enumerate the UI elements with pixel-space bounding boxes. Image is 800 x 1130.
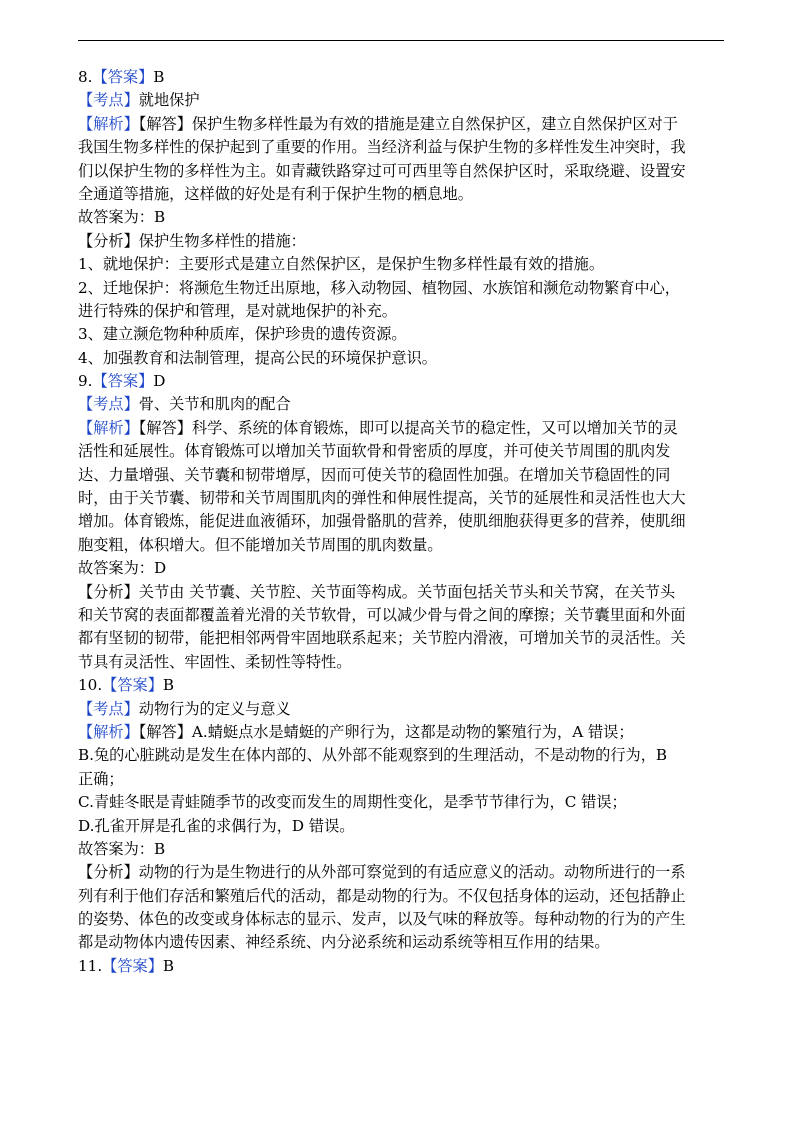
- text-line: [78, 370, 728, 393]
- text-line: [78, 861, 728, 884]
- text-line: [78, 464, 728, 487]
- line-text: 动物行为的定义与意义: [138, 699, 291, 718]
- line-text: 4、加强教育和法制管理，提高公民的环境保护意识。: [78, 348, 437, 367]
- text-line: [78, 206, 728, 229]
- text-line: [78, 931, 728, 954]
- line-text: 达、力量增强、关节囊和韧带增厚，因而可使关节的稳固性加强。在增加关节稳固性的同: [78, 465, 671, 484]
- line-text: 3、建立濒危物种种质库，保护珍贵的遗传资源。: [78, 325, 407, 344]
- line-text: 【解答】保护生物多样性最为有效的措施是建立自然保护区，建立自然保护区对于: [138, 114, 678, 133]
- text-line: [78, 791, 728, 814]
- line-text: 正确；: [78, 769, 124, 788]
- line-text: 都有坚韧的韧带，能把相邻两骨牢固地联系起来；关节腔内滑液，可增加关节的灵活性。关: [78, 629, 686, 648]
- text-line: [78, 908, 728, 931]
- text-line: [78, 744, 728, 767]
- section-tag: 【解析】: [78, 722, 139, 741]
- text-line: [78, 277, 728, 300]
- line-text: 活性和延展性。体育锻炼可以增加关节面软骨和骨密质的厚度，并可使关节周围的肌肉发: [78, 442, 671, 461]
- section-tag: 【答案】: [92, 68, 154, 86]
- line-text: 故答案为：D: [78, 559, 167, 578]
- section-tag: 【考点】: [78, 395, 139, 414]
- section-tag: 【答案】: [102, 676, 163, 695]
- line-text: 骨、关节和肌肉的配合: [138, 395, 291, 414]
- text-line: [78, 838, 728, 861]
- text-line: [78, 300, 728, 323]
- text-line: [78, 160, 728, 183]
- text-line: [78, 66, 728, 89]
- text-line: [78, 698, 728, 721]
- text-line: [78, 651, 728, 674]
- section-tag: 【解析】: [78, 418, 139, 437]
- text-line: [78, 113, 728, 136]
- section-tag: 【答案】: [92, 372, 154, 391]
- line-text: B: [162, 956, 175, 975]
- line-text: 和关节窝的表面都覆盖着光滑的关节软骨，可以减少骨与骨之间的摩擦；关节囊里面和外面: [78, 605, 686, 624]
- text-line: [78, 440, 728, 463]
- text-line: [78, 768, 728, 791]
- line-text: 11.: [78, 956, 103, 975]
- line-text: 【解答】科学、系统的体育锻炼，即可以提高关节的稳定性，又可以增加关节的灵: [138, 418, 678, 437]
- text-line: [78, 627, 728, 650]
- text-line: [78, 417, 728, 440]
- text-line: [78, 557, 728, 580]
- line-text: 【分析】保护生物多样性的措施：: [78, 231, 306, 250]
- section-tag: 【考点】: [78, 91, 139, 110]
- document-body: [78, 66, 728, 978]
- line-text: B: [153, 68, 165, 86]
- text-line: [78, 253, 728, 276]
- header-rule: [78, 40, 724, 41]
- text-line: [78, 955, 728, 978]
- text-line: [78, 487, 728, 510]
- line-text: 2、迁地保护：将濒危生物迁出原地，移入动物园、植物园、水族馆和濒危动物繁育中心，: [78, 278, 680, 297]
- text-line: [78, 510, 728, 533]
- text-line: [78, 721, 728, 744]
- line-text: 我国生物多样性的保护起到了重要的作用。当经济利益与保护生物的多样性发生冲突时，我: [78, 138, 686, 157]
- line-text: 胞变粗，体积增大。但不能增加关节周围的肌肉数量。: [78, 535, 443, 554]
- line-text: 都是动物体内遗传因素、神经系统、内分泌系统和运动系统等相互作用的结果。: [78, 933, 610, 952]
- text-line: [78, 393, 728, 416]
- line-text: 们以保护生物的多样性为主。如青藏铁路穿过可可西里等自然保护区时，采取绕避、设置安: [78, 161, 686, 180]
- section-tag: 【答案】: [102, 956, 163, 975]
- text-line: [78, 815, 728, 838]
- line-text: 节具有灵活性、牢固性、柔韧性等特性。: [78, 652, 352, 671]
- line-text: 故答案为：B: [78, 839, 166, 858]
- line-text: B.兔的心脏跳动是发生在体内部的、从外部不能观察到的生理活动，不是动物的行为，B: [78, 746, 668, 765]
- line-text: D: [153, 372, 166, 391]
- text-line: [78, 323, 728, 346]
- line-text: 进行特殊的保护和管理，是对就地保护的补充。: [78, 301, 397, 320]
- text-line: [78, 534, 728, 557]
- line-text: 的姿势、体色的改变或身体标志的显示、发声，以及气味的释放等。每种动物的行为的产生: [78, 910, 686, 929]
- line-text: 【分析】动物的行为是生物进行的从外部可察觉到的有适应意义的活动。动物所进行的一系: [78, 863, 686, 882]
- line-text: 1、就地保护：主要形式是建立自然保护区，是保护生物多样性最有效的措施。: [78, 255, 605, 274]
- line-text: 时，由于关节囊、韧带和关节周围肌肉的弹性和伸展性提高，关节的延展性和灵活性也大大: [78, 489, 686, 508]
- line-text: 列有利于他们存活和繁殖后代的活动，都是动物的行为。不仅包括身体的运动，还包括静止: [78, 886, 686, 905]
- line-text: 故答案为：B: [78, 208, 166, 227]
- line-text: D.孔雀开屏是孔雀的求偶行为，D 错误。: [78, 816, 355, 835]
- line-text: 就地保护: [138, 91, 200, 110]
- text-line: [78, 136, 728, 159]
- section-tag: 【考点】: [78, 699, 139, 718]
- line-text: 10.: [78, 676, 103, 695]
- line-text: 【分析】关节由 关节囊、关节腔、关节面等构成。关节面包括关节头和关节窝，在关节头: [78, 582, 676, 601]
- line-text: 8.: [78, 68, 93, 86]
- text-line: [78, 230, 728, 253]
- text-line: [78, 674, 728, 697]
- line-text: 全通道等措施，这样做的好处是有利于保护生物的栖息地。: [78, 184, 473, 203]
- text-line: [78, 581, 728, 604]
- section-tag: 【解析】: [78, 114, 139, 133]
- line-text: 【解答】A.蜻蜓点水是蜻蜓的产卵行为，这都是动物的繁殖行为，A 错误；: [138, 722, 634, 741]
- line-text: 增加。体育锻炼，能促进血液循环，加强骨骼肌的营养，使肌细胞获得更多的营养，使肌细: [78, 512, 686, 531]
- text-line: [78, 89, 728, 112]
- text-line: [78, 604, 728, 627]
- line-text: C.青蛙冬眠是青蛙随季节的改变而发生的周期性变化，是季节节律行为，C 错误；: [78, 793, 627, 812]
- text-line: [78, 183, 728, 206]
- line-text: B: [162, 676, 175, 695]
- text-line: [78, 347, 728, 370]
- line-text: 9.: [78, 372, 93, 391]
- text-line: [78, 885, 728, 908]
